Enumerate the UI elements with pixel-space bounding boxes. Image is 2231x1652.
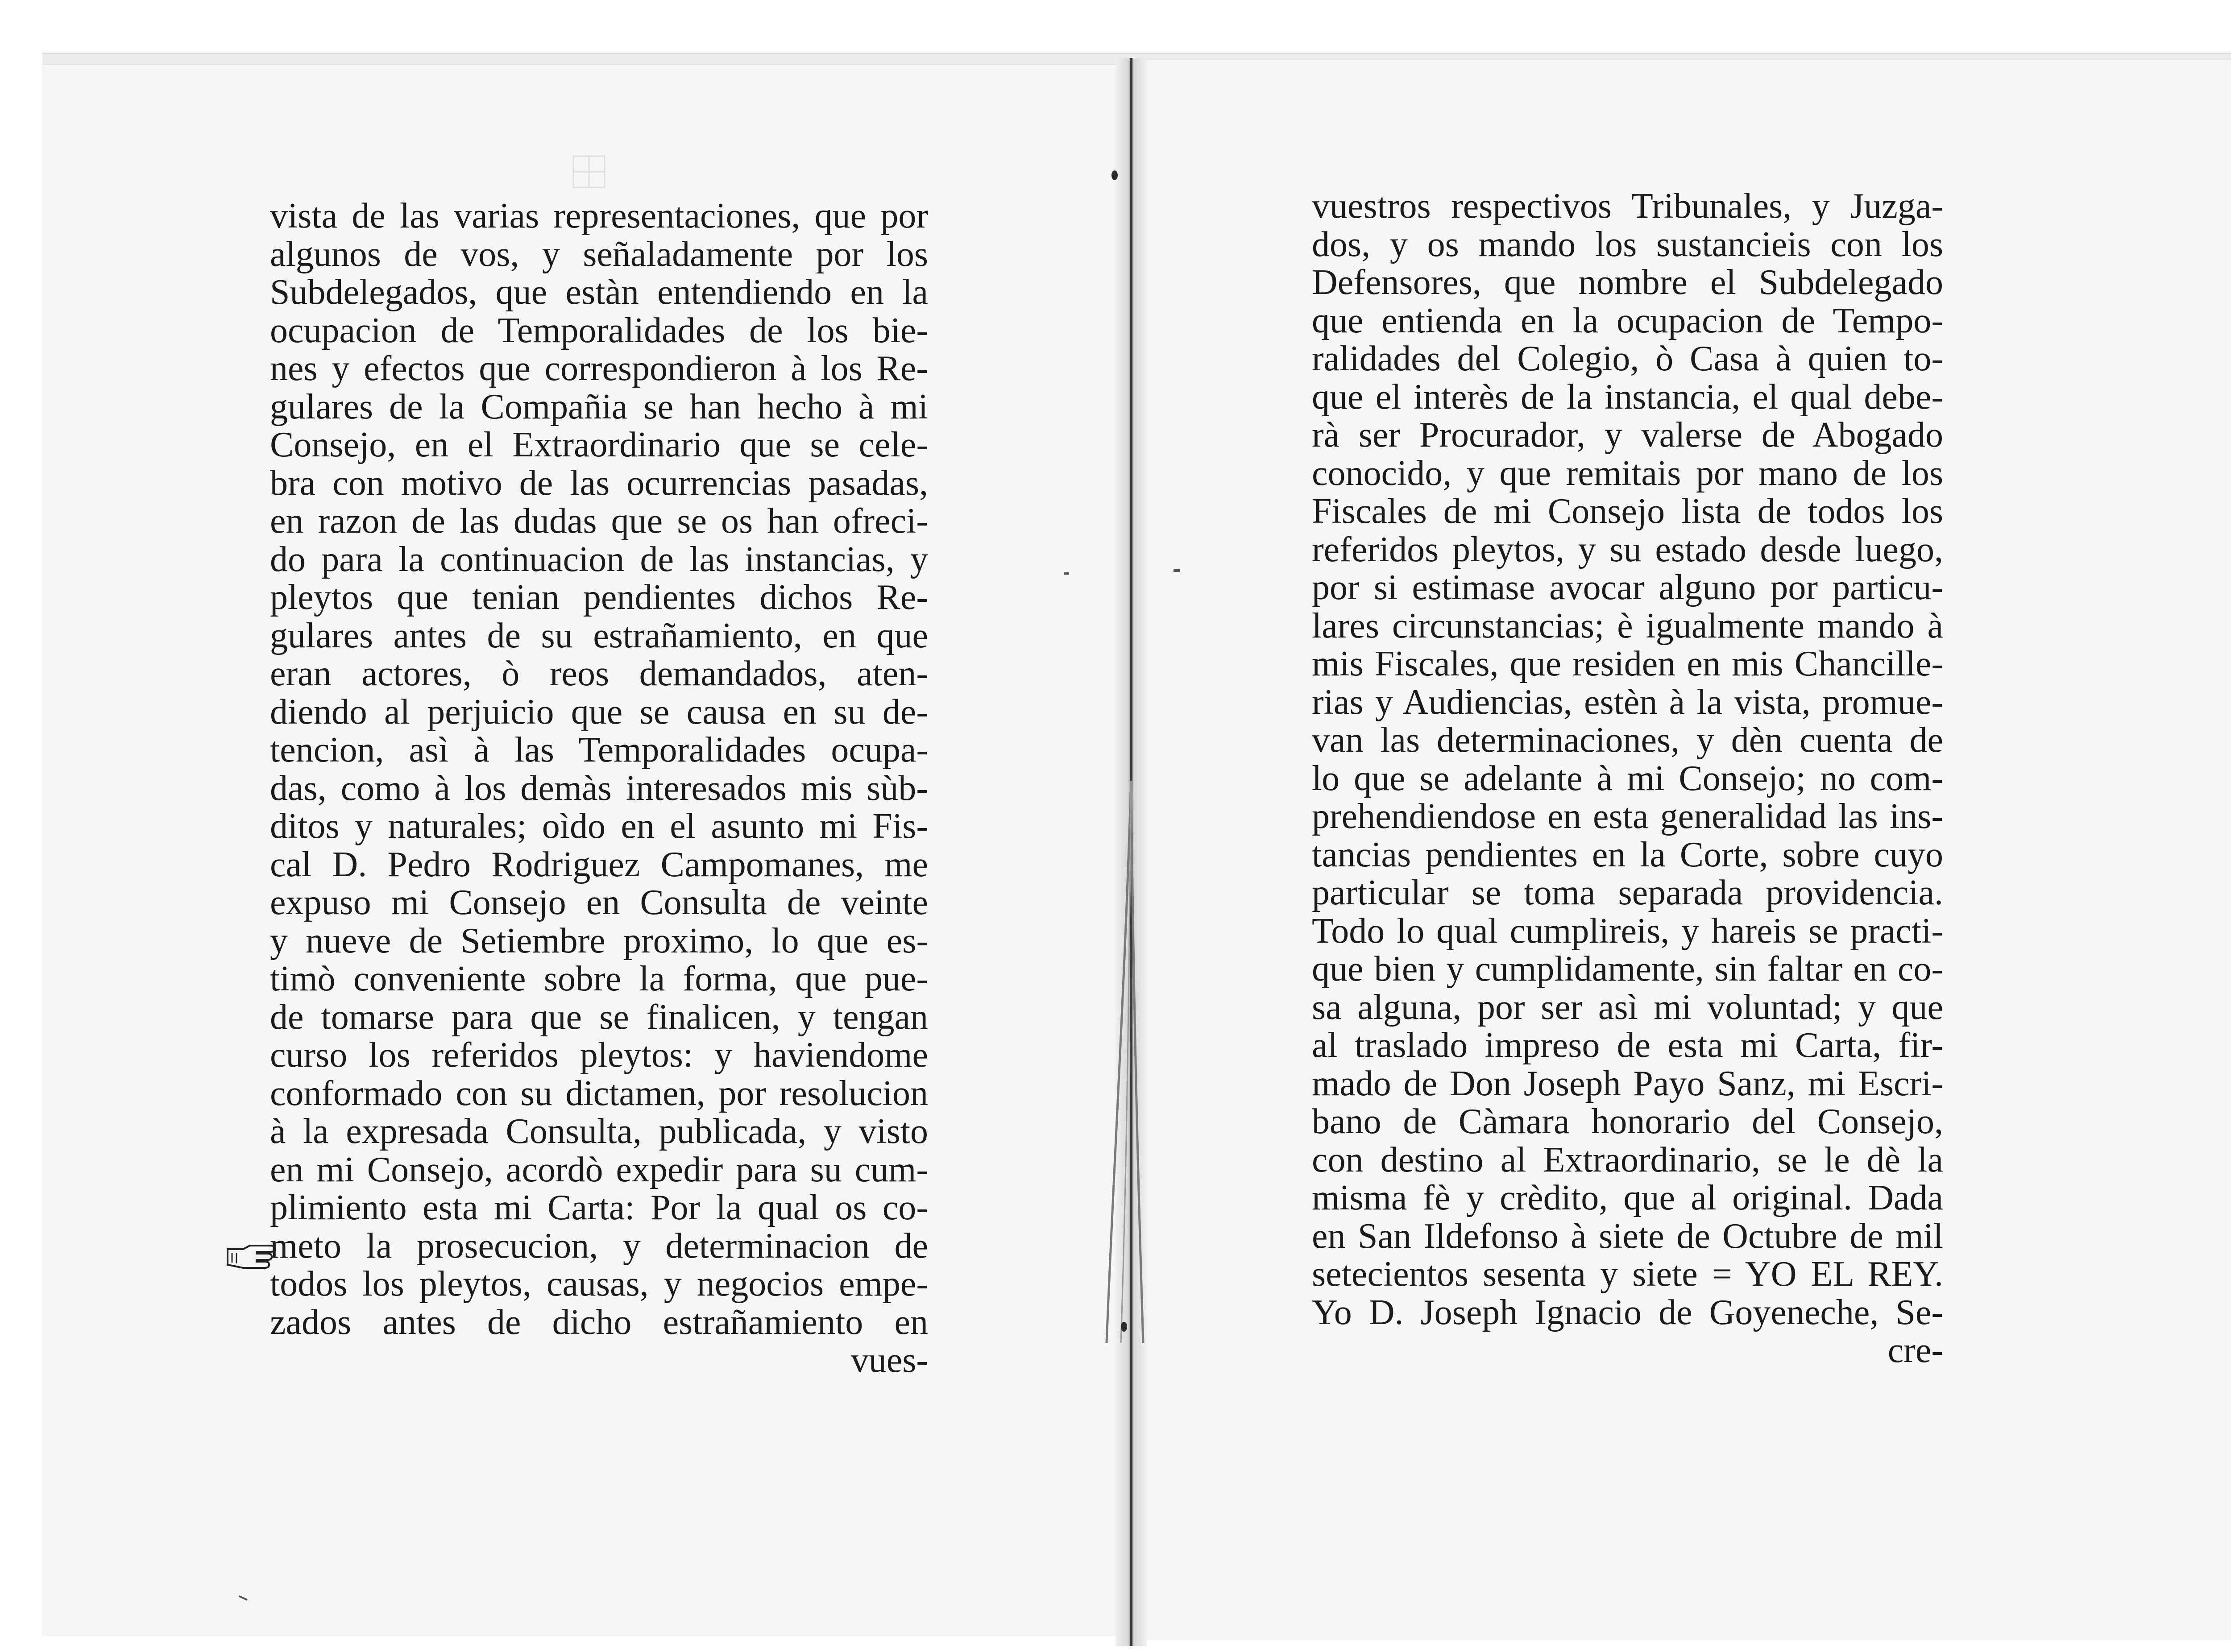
text-line: pleytos que tenian pendientes dichos Re- [270, 578, 928, 617]
text-line: al traslado impreso de esta mi Carta, fir- [1312, 1026, 1943, 1065]
text-line: gulares de la Compañia se han hecho à mi [270, 387, 928, 426]
text-line: ralidades del Colegio, ò Casa à quien to- [1312, 339, 1943, 378]
text-line: Fiscales de mi Consejo lista de todos los [1312, 492, 1943, 531]
text-line: conocido, y que remitais por mano de los [1312, 453, 1943, 493]
text-line: Defensores, que nombre el Subdelegado [1312, 263, 1943, 302]
text-line: curso los referidos pleytos: y haviendome [270, 1035, 928, 1075]
text-line: van las determinaciones, y dèn cuenta de [1312, 720, 1943, 760]
text-line: que entienda en la ocupacion de Tempo- [1312, 301, 1943, 340]
text-line: à la expresada Consulta, publicada, y visto [270, 1112, 928, 1151]
text-line: Subdelegados, que estàn entendiendo en la [270, 273, 928, 312]
text-line: mado de Don Joseph Payo Sanz, mi Escri- [1312, 1064, 1943, 1103]
text-line: Consejo, en el Extraordinario que se cele- [270, 425, 928, 464]
binding-thread [1004, 58, 1272, 1646]
text-line: tencion, asì à las Temporalidades ocupa- [270, 730, 928, 770]
text-line: de tomarse para que se finalicen, y tengan [270, 997, 928, 1037]
text-line: expuso mi Consejo en Consulta de veinte [270, 883, 928, 922]
text-line: tancias pendientes en la Corte, sobre cuyo [1312, 835, 1943, 874]
text-line: y nueve de Setiembre proximo, lo que es- [270, 921, 928, 961]
sewing-hole-top [1111, 170, 1118, 180]
right-page-text [1312, 187, 1943, 1370]
text-line: en razon de las dudas que se os han ofreci- [270, 501, 928, 541]
catchword: vues- [850, 1341, 928, 1380]
text-line: particular se toma separada providencia. [1312, 873, 1943, 912]
text-line: Yo D. Joseph Ignacio de Goyeneche, Se- [1312, 1292, 1943, 1332]
text-line: nes y efectos que correspondieron à los Re- [270, 349, 928, 388]
text-line: misma fè y crèdito, que al original. Dada [1312, 1178, 1943, 1217]
text-line: cal D. Pedro Rodriguez Campomanes, me [270, 845, 928, 884]
pointing-hand-icon [225, 1240, 279, 1271]
text-line: das, como à los demàs interesados mis sùb- [270, 768, 928, 808]
text-line: do para la continuacion de las instancias, y [270, 539, 928, 579]
text-line: mis Fiscales, que residen en mis Chancille- [1312, 644, 1943, 683]
left-page-text [270, 197, 928, 1380]
text-line: ditos y naturales; oìdo en el asunto mi Fis- [270, 807, 928, 846]
text-line: vista de las varias representaciones, que por [270, 196, 928, 236]
text-line: rà ser Procurador, y valerse de Abogado [1312, 415, 1943, 455]
text-line: bra con motivo de las ocurrencias pasadas, [270, 463, 928, 503]
text-line: zados antes de dicho estrañamiento en [270, 1302, 928, 1342]
text-line: en San Ildefonso à siete de Octubre de mil [1312, 1216, 1943, 1256]
stray-mark [1064, 572, 1069, 575]
text-line: eran actores, ò reos demandados, aten- [270, 654, 928, 693]
text-line: gulares antes de su estrañamiento, en que [270, 616, 928, 655]
catchword: cre- [1887, 1331, 1943, 1370]
text-line: lo que se adelante à mi Consejo; no com- [1312, 758, 1943, 798]
stray-mark [1174, 569, 1180, 572]
text-line: Todo lo qual cumplireis, y hareis se practi- [1312, 911, 1943, 951]
text-line: sa alguna, por ser asì mi voluntad; y que [1312, 987, 1943, 1027]
text-line: ocupacion de Temporalidades de los bie- [270, 311, 928, 350]
sewing-hole-bottom [1121, 1322, 1127, 1332]
text-line: en mi Consejo, acordò expedir para su cum- [270, 1150, 928, 1189]
text-line: que el interès de la instancia, el qual debe- [1312, 377, 1943, 417]
text-line: por si estimase avocar alguno por particu- [1312, 568, 1943, 607]
text-line: que bien y cumplidamente, sin faltar en co- [1312, 949, 1943, 989]
watermark-cross-icon [571, 154, 607, 190]
text-line: setecientos sesenta y siete = YO EL REY. [1312, 1255, 1943, 1294]
text-line: bano de Càmara honorario del Consejo, [1312, 1102, 1943, 1141]
text-line: meto la prosecucion, y determinacion de [270, 1226, 928, 1266]
text-line: algunos de vos, y señaladamente por los [270, 234, 928, 274]
text-line: prehendiendose en esta generalidad las ins- [1312, 797, 1943, 836]
text-line: vuestros respectivos Tribunales, y Juzga- [1312, 186, 1943, 226]
text-line: timò conveniente sobre la forma, que pue- [270, 959, 928, 998]
text-line: plimiento esta mi Carta: Por la qual os co- [270, 1188, 928, 1227]
text-line: lares circunstancias; è igualmente mando à [1312, 606, 1943, 646]
text-line: rias y Audiencias, estèn à la vista, promue- [1312, 682, 1943, 722]
text-line: todos los pleytos, causas, y negocios empe- [270, 1264, 928, 1304]
text-line: conformado con su dictamen, por resolucion [270, 1073, 928, 1113]
text-line: referidos pleytos, y su estado desde luego, [1312, 530, 1943, 569]
text-line: diendo al perjuicio que se causa en su de- [270, 692, 928, 732]
text-line: con destino al Extraordinario, se le dè la [1312, 1140, 1943, 1180]
text-line: dos, y os mando los sustancieis con los [1312, 224, 1943, 264]
